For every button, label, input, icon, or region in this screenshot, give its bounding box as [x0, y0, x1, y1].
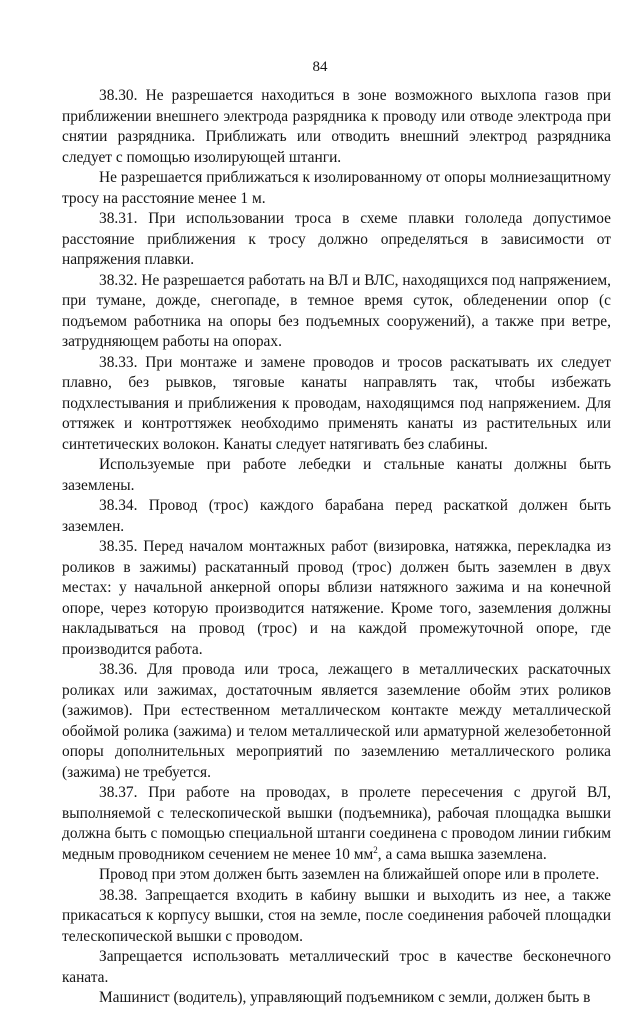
paragraph-38-30: 38.30. Не разрешается находиться в зоне возможного выхлопа газов при приближении внешнего электрода разрядника к проводу или отводе электрода при снятии разрядника. Приближать или отводить внешний электрод разрядника следует с помощью изолирующей штанги. — [62, 87, 611, 166]
paragraph-38-36: 38.36. Для провода или троса, лежащего в металлических раскаточных роликах или зажимах, достаточным является заземление обойм этих роликов (зажимов). При естественном металлическом контакте между металлической обоймой ролика (зажима) и телом металлической или арматурной железобетонной опоры дополнительных мероприятий по заземлению металлического ролика (зажима) не требуется. — [62, 661, 611, 781]
paragraph-endless-rope: Запрещается использовать металлический трос в качестве бесконечного каната. — [62, 948, 611, 986]
paragraph-38-31: 38.31. При использовании троса в схеме плавки гололеда допустимое расстояние приближения к тросу должно определяться в зависимости от напряжения плавки. — [62, 210, 611, 268]
paragraph-38-35: 38.35. Перед началом монтажных работ (визировка, натяжка, перекладка из роликов в зажимы) раскатанный провод (трос) должен быть заземлен в двух местах: у начальной анкерной опоры вблизи натяжного зажима и на конечной опоре, через которую производится натяжение. Кроме того, заземления должны накладываться на провод (трос) и на каждой промежуточной опоре, где производится работа. — [62, 538, 611, 658]
square-superscript: 2 — [373, 844, 378, 855]
page-number: 84 — [312, 59, 328, 75]
paragraph-winches-grounding: Используемые при работе лебедки и стальные канаты должны быть заземлены. — [62, 456, 611, 494]
paragraph-wire-grounding: Провод при этом должен быть заземлен на ближайшей опоре или в пролете. — [99, 866, 600, 883]
paragraph-38-37-text-end: , а сама вышка заземлена. — [377, 845, 547, 863]
paragraph-38-37 — [62, 783, 611, 865]
paragraph-lightning-cable: Не разрешается приближаться к изолированному от опоры молниезащитному тросу на расстояние менее 1 м. — [62, 169, 611, 207]
paragraph-38-34: 38.34. Провод (трос) каждого барабана перед раскаткой должен быть заземлен. — [62, 497, 611, 535]
paragraph-operator: Машинист (водитель), управляющий подъемником с земли, должен быть в — [99, 989, 591, 1006]
paragraph-38-33: 38.33. При монтаже и замене проводов и тросов раскатывать их следует плавно, без рывков, тяговые канаты направлять так, чтобы избежать подхлестывания и приближения к проводам, находящимся под напряжением. Для оттяжек и контроттяжек необходимо применять канаты из растительных или синтетических волокон. Канаты следует натягивать без слабины. — [62, 353, 611, 453]
paragraph-38-38: 38.38. Запрещается входить в кабину вышки и выходить из нее, а также прикасаться к корпусу вышки, стоя на земле, после соединения рабочей площадки телескопической вышки с проводом. — [62, 886, 611, 945]
paragraph-38-32: 38.32. Не разрешается работать на ВЛ и ВЛС, находящихся под напряжением, при тумане, дожде, снегопаде, в темное время суток, обледенении опор (с подъемом работника на опоры без подъемных сооружений), а также при ветре, затрудняющем работы на опорах. — [62, 271, 611, 350]
paragraph-38-37-text: 38.37. При работе на проводах, в пролете пересечения с другой ВЛ, выполняемой с телескопической вышки (подъемника), рабочая площадка вышки должна быть с помощью специальной штанги соединена с проводом линии гибким медным проводником сечением не менее 10 мм — [62, 784, 611, 863]
document-body — [62, 86, 611, 1009]
